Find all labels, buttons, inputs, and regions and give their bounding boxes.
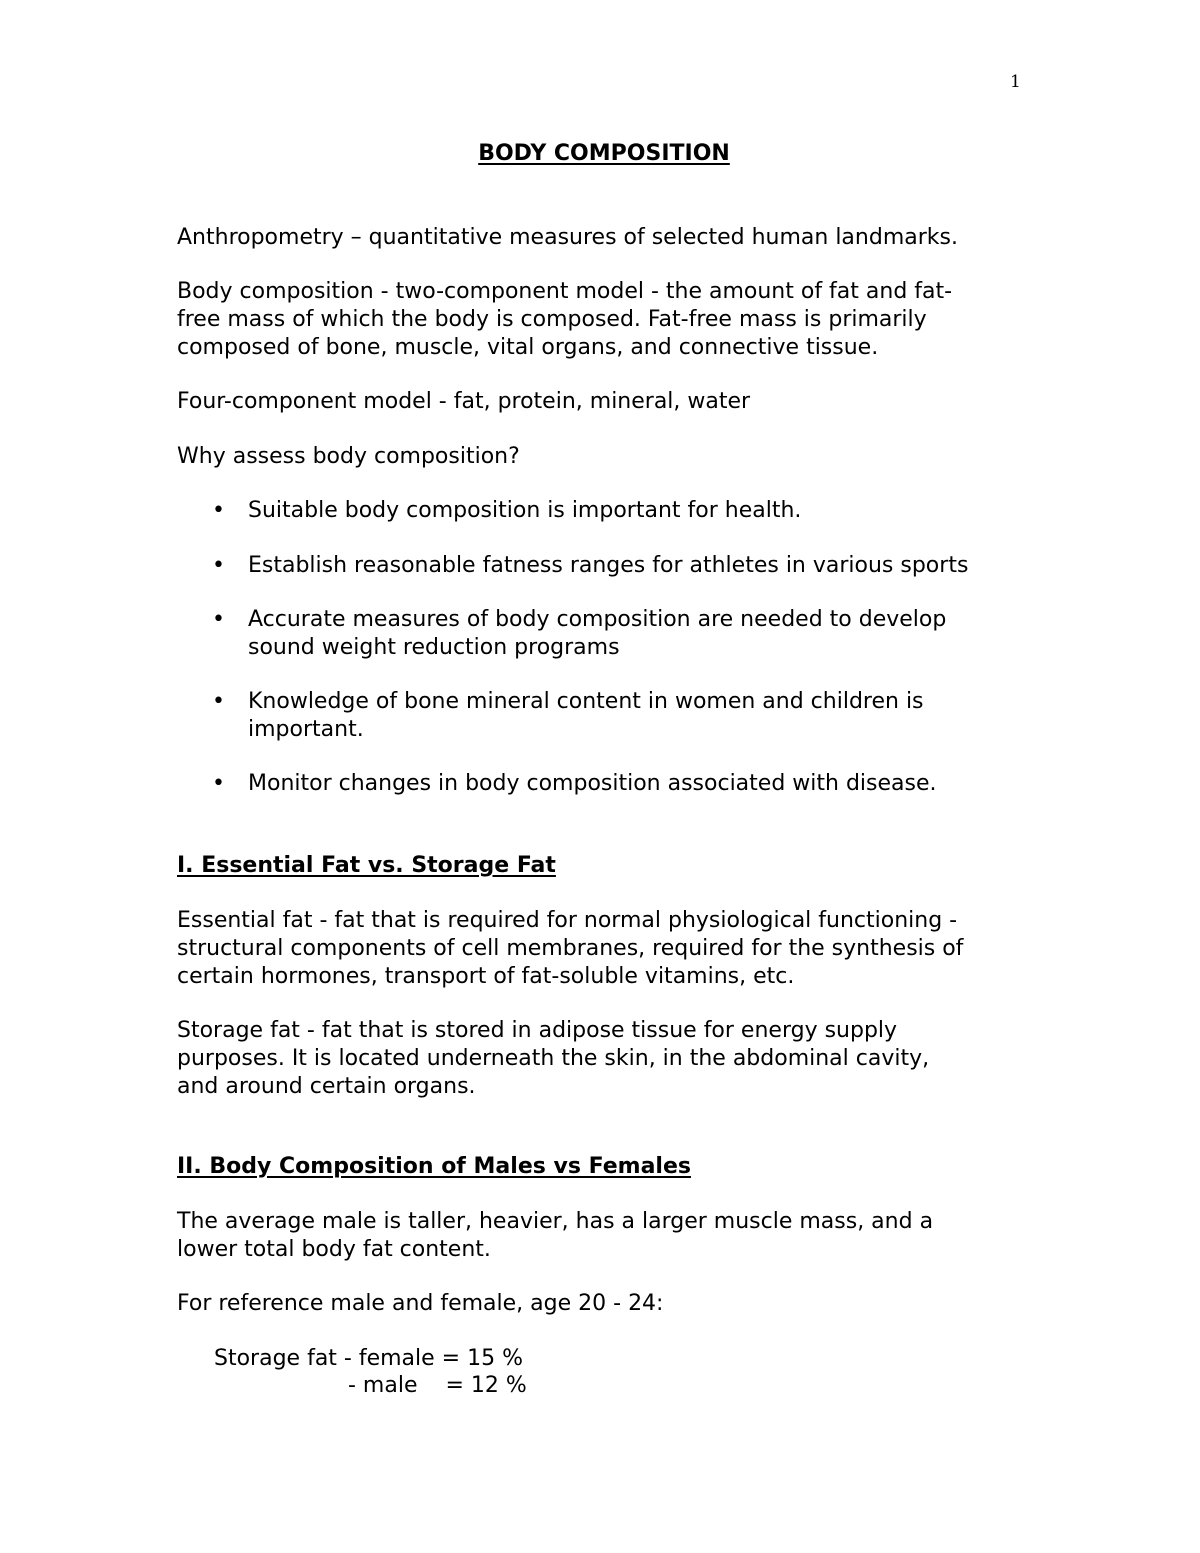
anthropometry-definition: Anthropometry – quantitative measures of selected human landmarks. xyxy=(177,225,958,250)
list-item-text: Monitor changes in body composition associated with disease. xyxy=(248,771,937,796)
average-male-description: The average male is taller, heavier, has a larger muscle mass, and a lower total body fat content. xyxy=(177,1209,934,1262)
section-heading-males-vs-females: II. Body Composition of Males vs Females xyxy=(177,1154,691,1179)
bullet-icon: • xyxy=(212,498,225,523)
list-item-text: Suitable body composition is important for health. xyxy=(248,498,802,523)
page-number: 1 xyxy=(1010,72,1021,92)
bullet-icon: • xyxy=(212,607,225,632)
why-assess-question: Why assess body composition? xyxy=(177,444,520,469)
list-item-text: Accurate measures of body composition are needed to develop sound weight reduction programs xyxy=(248,607,947,660)
essential-fat-definition: Essential fat - fat that is required for normal physiological functioning - structural components of cell membranes, required for the synthesis of certain hormones, transport of fat-soluble vitamins, etc. xyxy=(177,908,964,989)
list-item-text: Establish reasonable fatness ranges for athletes in various sports xyxy=(248,553,969,578)
bullet-icon: • xyxy=(212,689,225,714)
document-title: BODY COMPOSITION xyxy=(478,141,730,166)
reference-age-statement: For reference male and female, age 20 - 24: xyxy=(177,1291,664,1316)
bullet-icon: • xyxy=(212,553,225,578)
bullet-icon: • xyxy=(212,771,225,796)
list-item-text: Knowledge of bone mineral content in women and children is important. xyxy=(248,689,924,742)
storage-fat-male: - male = 12 % xyxy=(348,1373,527,1398)
storage-fat-definition: Storage fat - fat that is stored in adipose tissue for energy supply purposes. It is located underneath the skin, in the abdominal cavity, and around certain organs. xyxy=(177,1018,930,1099)
body-composition-definition: Body composition - two-component model - the amount of fat and fat- free mass of which the body is composed. Fat-free mass is primarily composed of bone, muscle, vital organs, and connective tissue. xyxy=(177,279,953,360)
four-component-model: Four-component model - fat, protein, mineral, water xyxy=(177,389,751,414)
section-heading-essential-vs-storage: I. Essential Fat vs. Storage Fat xyxy=(177,853,556,878)
storage-fat-female: Storage fat - female = 15 % xyxy=(214,1346,523,1371)
